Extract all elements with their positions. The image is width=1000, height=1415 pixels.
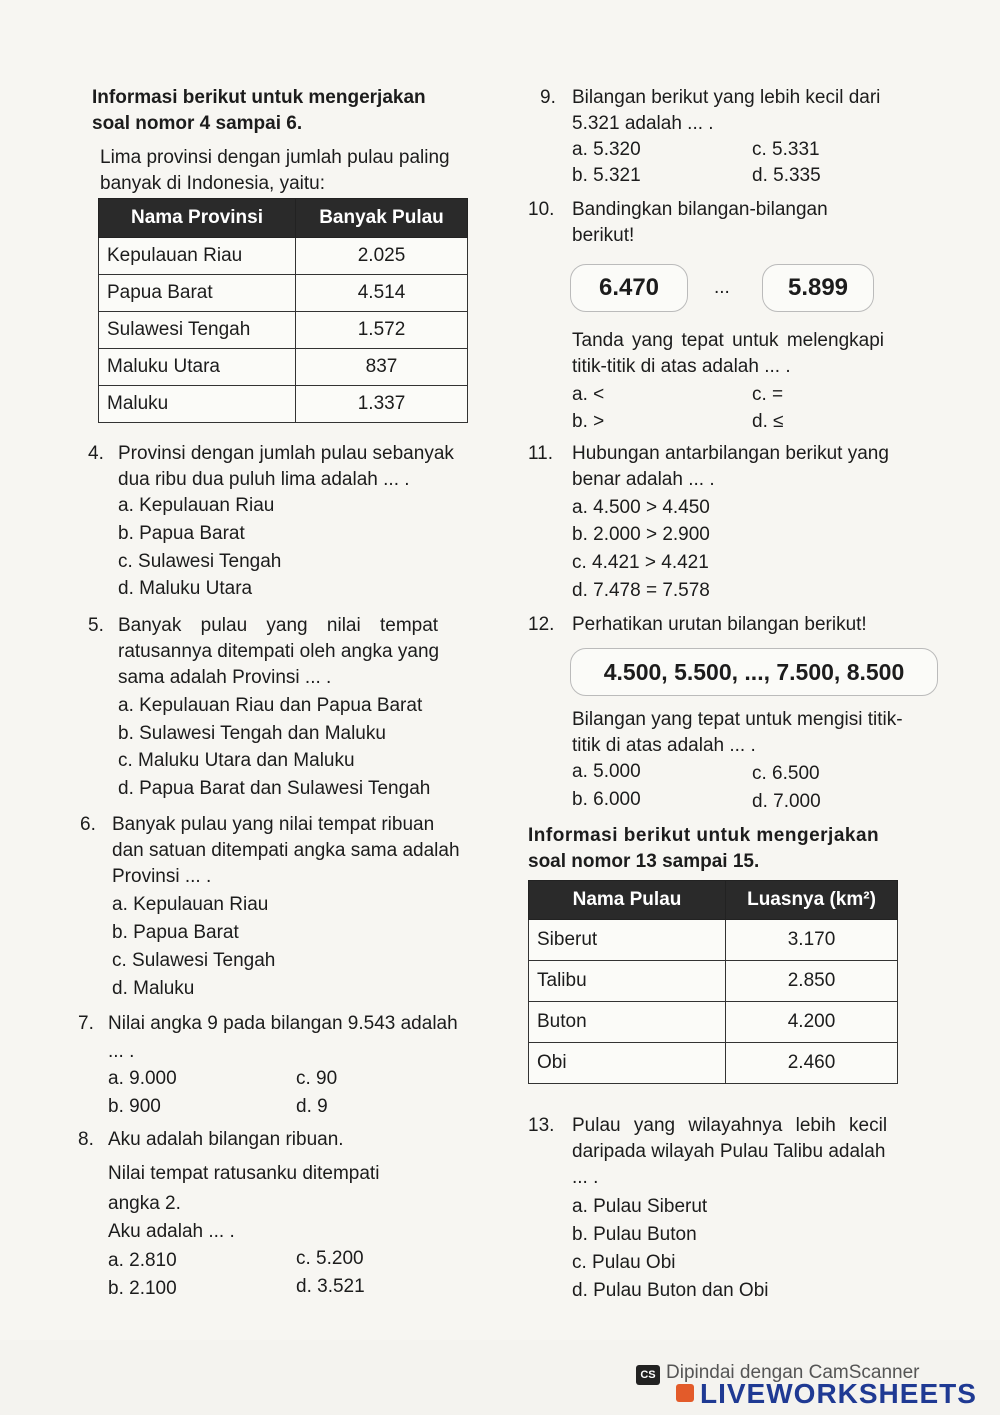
table-header-row xyxy=(529,881,898,920)
q12-number: 12. xyxy=(528,614,555,635)
q5-option-b[interactable]: b. Sulawesi Tengah dan Maluku xyxy=(118,723,386,744)
q4-number: 4. xyxy=(88,443,104,464)
q10-line3: Tanda yang tepat untuk melengkapi xyxy=(572,330,884,351)
q10-number-box-1: 6.470 xyxy=(570,264,688,312)
q10-option-d[interactable]: d. ≤ xyxy=(752,411,784,432)
q12-line3: titik di atas adalah ... . xyxy=(572,735,756,756)
table-row xyxy=(99,275,468,312)
intro-2-line2: soal nomor 13 sampai 15. xyxy=(528,851,760,872)
q13-option-b[interactable]: b. Pulau Buton xyxy=(572,1224,697,1245)
q5-line1: Banyak pulau yang nilai tempat xyxy=(118,615,439,636)
table-header-row xyxy=(99,199,468,238)
q13-line3: ... . xyxy=(572,1167,599,1188)
q9-line1: Bilangan berikut yang lebih kecil dari xyxy=(572,87,881,108)
q9-option-a[interactable]: a. 5.320 xyxy=(572,139,641,160)
q6-option-a[interactable]: a. Kepulauan Riau xyxy=(112,894,269,915)
q9-option-c[interactable]: c. 5.331 xyxy=(752,139,820,160)
intro-1-text-line2: banyak di Indonesia, yaitu: xyxy=(100,173,325,194)
q6-option-c[interactable]: c. Sulawesi Tengah xyxy=(112,950,276,971)
q7-option-a[interactable]: a. 9.000 xyxy=(108,1068,177,1089)
q12-line2: Bilangan yang tepat untuk mengisi titik- xyxy=(572,709,903,730)
q7-line2: ... . xyxy=(108,1041,135,1062)
cell-island: Buton xyxy=(529,1002,726,1043)
q7-number: 7. xyxy=(78,1013,94,1034)
column-header: Luasnya (km²) xyxy=(726,881,898,920)
q4-option-b[interactable]: b. Papua Barat xyxy=(118,523,245,544)
q9-line2: 5.321 adalah ... . xyxy=(572,113,714,134)
q4-line2: dua ribu dua puluh lima adalah ... . xyxy=(118,469,410,490)
q10-line4: titik-titik di atas adalah ... . xyxy=(572,356,791,377)
q6-line1: Banyak pulau yang nilai tempat ribuan xyxy=(112,814,435,835)
cell-province: Sulawesi Tengah xyxy=(99,312,296,349)
cell-count: 4.514 xyxy=(296,275,468,312)
table-row xyxy=(529,920,898,961)
table-row xyxy=(529,1043,898,1084)
cell-area: 2.460 xyxy=(726,1043,898,1084)
cell-count: 1.572 xyxy=(296,312,468,349)
column-header: Nama Provinsi xyxy=(99,199,296,238)
cell-province: Maluku xyxy=(99,386,296,423)
q9-option-d[interactable]: d. 5.335 xyxy=(752,165,821,186)
cell-area: 2.850 xyxy=(726,961,898,1002)
q11-line2: benar adalah ... . xyxy=(572,469,715,490)
cell-island: Talibu xyxy=(529,961,726,1002)
camscanner-icon: CS xyxy=(636,1365,660,1385)
cell-province: Papua Barat xyxy=(99,275,296,312)
q8-line2: Nilai tempat ratusanku ditempati xyxy=(108,1163,380,1184)
cell-count: 1.337 xyxy=(296,386,468,423)
q8-number: 8. xyxy=(78,1129,94,1150)
q6-line3: Provinsi ... . xyxy=(112,866,212,887)
q4-option-a[interactable]: a. Kepulauan Riau xyxy=(118,495,275,516)
q10-number-box-2: 5.899 xyxy=(762,264,874,312)
intro-1-line1: Informasi berikut untuk mengerjakan xyxy=(92,87,426,108)
table-row xyxy=(99,312,468,349)
q10-option-a[interactable]: a. < xyxy=(572,384,605,405)
q11-option-c[interactable]: c. 4.421 > 4.421 xyxy=(572,552,709,573)
q10-option-c[interactable]: c. = xyxy=(752,384,784,405)
cell-province: Kepulauan Riau xyxy=(99,238,296,275)
q8-line3: angka 2. xyxy=(108,1193,181,1214)
q9-number: 9. xyxy=(540,87,556,108)
table-row xyxy=(99,349,468,386)
q12-sequence-box: 4.500, 5.500, ..., 7.500, 8.500 xyxy=(570,648,938,696)
table-row xyxy=(529,1002,898,1043)
q8-option-c[interactable]: c. 5.200 xyxy=(296,1248,364,1269)
q8-line1: Aku adalah bilangan ribuan. xyxy=(108,1129,344,1150)
q13-option-c[interactable]: c. Pulau Obi xyxy=(572,1252,676,1273)
cell-area: 3.170 xyxy=(726,920,898,961)
q13-option-a[interactable]: a. Pulau Siberut xyxy=(572,1196,708,1217)
q5-line2: ratusannya ditempati oleh angka yang xyxy=(118,641,440,662)
province-table xyxy=(98,198,468,423)
q9-option-b[interactable]: b. 5.321 xyxy=(572,165,641,186)
intro-1-text-line1: Lima provinsi dengan jumlah pulau paling xyxy=(100,147,450,168)
q11-option-a[interactable]: a. 4.500 > 4.450 xyxy=(572,497,710,518)
q6-number: 6. xyxy=(80,814,96,835)
q11-line1: Hubungan antarbilangan berikut yang xyxy=(572,443,889,464)
q12-line1: Perhatikan urutan bilangan berikut! xyxy=(572,614,867,635)
q8-option-b[interactable]: b. 2.100 xyxy=(108,1278,177,1299)
q11-option-b[interactable]: b. 2.000 > 2.900 xyxy=(572,524,710,545)
q8-option-a[interactable]: a. 2.810 xyxy=(108,1250,177,1271)
q10-option-b[interactable]: b. > xyxy=(572,411,605,432)
q6-option-b[interactable]: b. Papua Barat xyxy=(112,922,239,943)
q13-line2: daripada wilayah Pulau Talibu adalah xyxy=(572,1141,886,1162)
intro-1-line2: soal nomor 4 sampai 6. xyxy=(92,113,303,134)
q5-line3: sama adalah Provinsi ... . xyxy=(118,667,332,688)
q13-number: 13. xyxy=(528,1115,555,1136)
island-table xyxy=(528,880,898,1084)
q7-option-c[interactable]: c. 90 xyxy=(296,1068,338,1089)
q8-option-d[interactable]: d. 3.521 xyxy=(296,1276,365,1297)
q8-line4: Aku adalah ... . xyxy=(108,1221,235,1242)
q12-option-a[interactable]: a. 5.000 xyxy=(572,761,641,782)
q7-line1: Nilai angka 9 pada bilangan 9.543 adalah xyxy=(108,1013,458,1034)
cell-area: 4.200 xyxy=(726,1002,898,1043)
q10-dots: ... xyxy=(714,277,730,298)
table-row xyxy=(529,961,898,1002)
q10-line1: Bandingkan bilangan-bilangan xyxy=(572,199,828,220)
q7-option-b[interactable]: b. 900 xyxy=(108,1096,161,1117)
liveworksheets-logo[interactable]: LIVEWORKSHEETS xyxy=(700,1378,977,1409)
q13-line1: Pulau yang wilayahnya lebih kecil xyxy=(572,1115,888,1136)
cell-province: Maluku Utara xyxy=(99,349,296,386)
q7-option-d[interactable]: d. 9 xyxy=(296,1096,328,1117)
q12-option-c[interactable]: c. 6.500 xyxy=(752,763,820,784)
table-row xyxy=(99,386,468,423)
column-header: Banyak Pulau xyxy=(296,199,468,238)
liveworksheets-icon xyxy=(676,1384,694,1402)
q10-line2: berikut! xyxy=(572,225,635,246)
q12-option-b[interactable]: b. 6.000 xyxy=(572,789,641,810)
cell-count: 837 xyxy=(296,349,468,386)
q5-option-c[interactable]: c. Maluku Utara dan Maluku xyxy=(118,750,355,771)
table-row xyxy=(99,238,468,275)
scanner-watermark: Dipindai dengan CamScanner xyxy=(666,1362,920,1383)
q12-option-d[interactable]: d. 7.000 xyxy=(752,791,821,812)
cell-island: Obi xyxy=(529,1043,726,1084)
q11-option-d[interactable]: d. 7.478 = 7.578 xyxy=(572,580,710,601)
q13-option-d[interactable]: d. Pulau Buton dan Obi xyxy=(572,1280,769,1301)
cell-count: 2.025 xyxy=(296,238,468,275)
intro-2-line1: Informasi berikut untuk mengerjakan xyxy=(528,825,880,846)
q11-number: 11. xyxy=(528,443,554,464)
q4-option-d[interactable]: d. Maluku Utara xyxy=(118,578,253,599)
q4-option-c[interactable]: c. Sulawesi Tengah xyxy=(118,551,282,572)
q5-option-a[interactable]: a. Kepulauan Riau dan Papua Barat xyxy=(118,695,423,716)
q6-line2: dan satuan ditempati angka sama adalah xyxy=(112,840,460,861)
q10-number: 10. xyxy=(528,199,555,220)
cell-island: Siberut xyxy=(529,920,726,961)
q5-number: 5. xyxy=(88,615,104,636)
q5-option-d[interactable]: d. Papua Barat dan Sulawesi Tengah xyxy=(118,778,431,799)
q6-option-d[interactable]: d. Maluku xyxy=(112,978,195,999)
column-header: Nama Pulau xyxy=(529,881,726,920)
q4-line1: Provinsi dengan jumlah pulau sebanyak xyxy=(118,443,454,464)
